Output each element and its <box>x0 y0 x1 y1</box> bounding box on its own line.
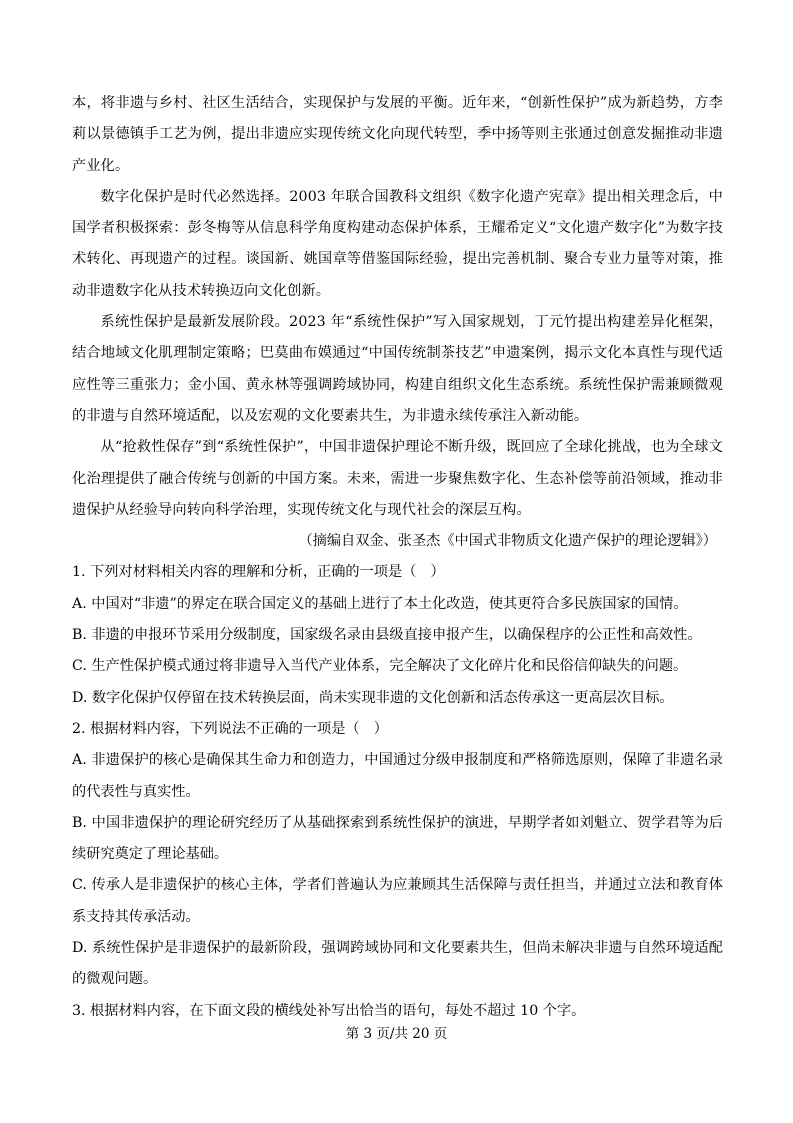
question-2 <box>72 714 723 996</box>
question-stem: 2. 根据材料内容，下列说法不正确的一项是（ ） <box>72 720 388 737</box>
option-b: B. 非遗的申报环节采用分级制度，国家级名录由县级直接申报产生，以确保程序的公正性和高效性。 <box>72 627 702 644</box>
option-d: D. 系统性保护是非遗保护的最新阶段，强调跨域协同和文化要素共生，但尚未解决非遗与自然环境适配的微观问题。 <box>72 940 723 988</box>
source-citation: （摘编自双金、张圣杰《中国式非物质文化遗产保护的理论逻辑》） <box>298 533 717 550</box>
option-c: C. 生产性保护模式通过将非遗导入当代产业体系，完全解决了文化碎片化和民俗信仰缺失的问题。 <box>72 658 688 675</box>
option-b: B. 中国非遗保护的理论研究经历了从基础探索到系统性保护的演进，早期学者如刘魁立、贺学君等为后续研究奠定了理论基础。 <box>72 814 723 863</box>
question-1 <box>72 557 723 713</box>
option-d: D. 数字化保护仅停留在技术转换层面，尚未实现非遗的文化创新和活态传承这一更高层次目标。 <box>72 689 674 706</box>
option-a: A. 非遗保护的核心是确保其生命力和创造力，中国通过分级申报制度和严格筛选原则，保障了非遗名录的代表性与真实性。 <box>72 752 723 800</box>
paragraph-3: 系统性保护是最新发展阶段。2023 年“系统性保护”写入国家规划，丁元竹提出构建差异化框架，结合地域文化肌理制定策略；巴莫曲布嫫通过“中国传统制茶技艺”申遗案例，揭示文化本真性与现代适应性等三重张力；金小国、黄永林等强调跨域协同，构建自组织文化生态系统。系统性保护需兼顾微观的非遗与自然环境适配，以及宏观的文化要素共生，为非遗永续传承注入新动能。 <box>72 314 723 424</box>
paragraph-4: 从“抢救性保存”到“系统性保护”，中国非遗保护理论不断升级，既回应了全球化挑战，也为全球文化治理提供了融合传统与创新的中国方案。未来，需进一步聚焦数字化、生态补偿等前沿领域，推动非遗保护从经验导向转向科学治理，实现传统文化与现代社会的深层互构。 <box>72 439 723 518</box>
question-stem: 3. 根据材料内容，在下面文段的横线处补写出恰当的语句，每处不超过 10 个字。 <box>72 1002 586 1019</box>
page-number-footer: 第 3 页/共 20 页 <box>345 1026 448 1042</box>
document-body <box>72 88 723 1027</box>
paragraph-2: 数字化保护是时代必然选择。2003 年联合国教科文组织《数字化遗产宪章》提出相关理念后，中国学者积极探索：彭冬梅等从信息科学角度构建动态保护体系，王耀希定义“文化遗产数字化”为数字技术转化、再现遗产的过程。谈国新、姚国章等借鉴国际经验，提出完善机制、聚合专业力量等对策，推动非遗数字化从技术转换迈向文化创新。 <box>72 188 723 299</box>
question-stem: 1. 下列对材料相关内容的理解和分析，正确的一项是（ ） <box>72 564 445 581</box>
paragraph-1: 本，将非遗与乡村、社区生活结合，实现保护与发展的平衡。近年来，“创新性保护”成为新趋势，方李莉以景德镇手工艺为例，提出非遗应实现传统文化向现代转型，季中扬等则主张通过创意发掘推动非遗产业化。 <box>72 95 723 174</box>
option-a: A. 中国对“非遗”的界定在联合国定义的基础上进行了本土化改造，使其更符合多民族国家的国情。 <box>72 595 688 612</box>
option-c: C. 传承人是非遗保护的核心主体，学者们普遍认为应兼顾其生活保障与责任担当，并通过立法和教育体系支持其传承活动。 <box>72 877 723 925</box>
